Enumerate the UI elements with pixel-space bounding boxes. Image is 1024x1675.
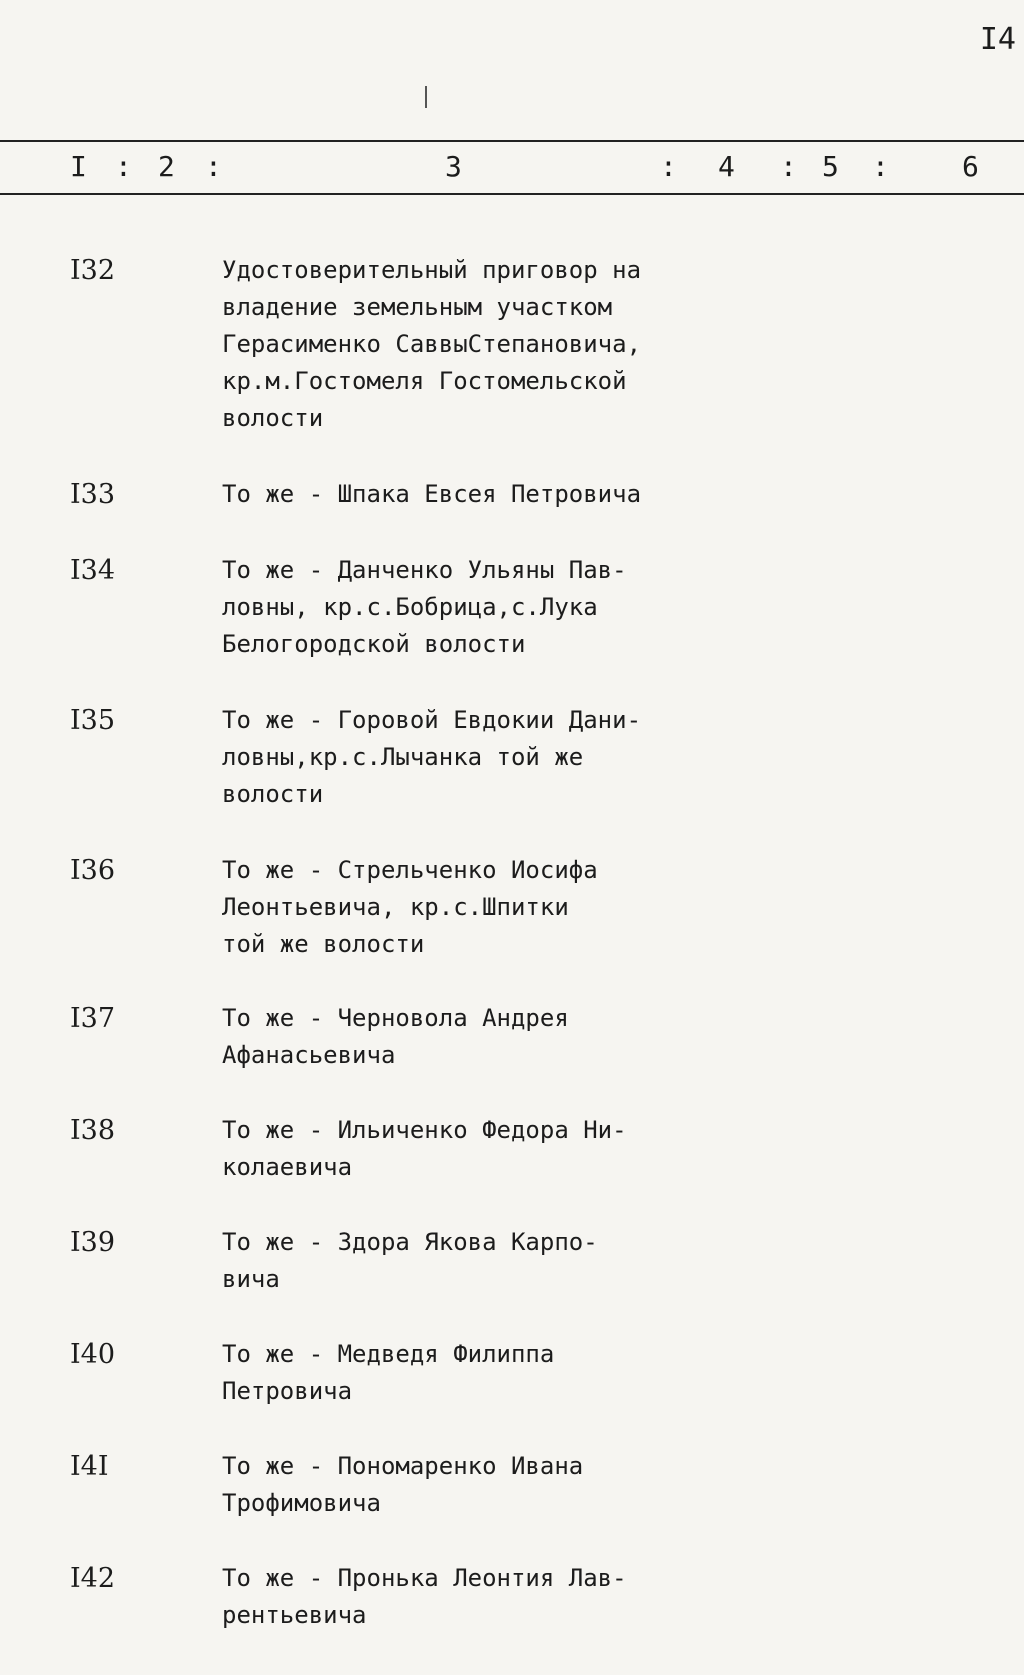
column-header-4: 4 — [718, 150, 735, 183]
entry-description: То же - Данченко Ульяны Пав- ловны, кр.с.Бобрица,с.Лука Белогородской волости — [222, 556, 627, 658]
entry-number: I37 — [70, 1003, 116, 1034]
column-header-2: 2 — [158, 150, 175, 183]
entry-number: I4I — [70, 1451, 109, 1482]
entry-number: I32 — [70, 255, 116, 286]
entry-description: То же - Пономаренко Ивана Трофимовича — [222, 1452, 584, 1517]
entry-number: I38 — [70, 1115, 116, 1146]
entry-number: I36 — [70, 855, 116, 886]
entry-number: I33 — [70, 479, 116, 510]
entry-description: То же - Медведя Филиппа Петровича — [222, 1340, 555, 1405]
column-header-1: I — [70, 150, 87, 183]
column-header-row — [0, 150, 1024, 188]
entry-number: I39 — [70, 1227, 116, 1258]
margin-mark — [425, 86, 427, 108]
entry-description: То же - Стрельченко Иосифа Леонтьевича, кр.с.Шпитки той же волости — [222, 856, 598, 958]
entry-description: То же - Черновола Андрея Афанасьевича — [222, 1004, 569, 1069]
column-separator: : — [205, 150, 222, 183]
entry-number: I42 — [70, 1563, 116, 1594]
header-bottom-rule — [0, 193, 1024, 195]
entry-description: Удостоверительный приговор на владение земельным участком Герасименко СаввыСтепановича, кр.м.Гостомеля Гостомельской волости — [222, 256, 642, 432]
column-header-3: 3 — [445, 150, 462, 183]
column-separator: : — [780, 150, 797, 183]
entry-number: I34 — [70, 555, 116, 586]
column-separator: : — [660, 150, 677, 183]
entry-description: То же - Горовой Евдокии Дани- ловны,кр.с.Лычанка той же волости — [222, 706, 642, 808]
column-separator: : — [115, 150, 132, 183]
page-number: I4 — [979, 22, 1016, 57]
column-header-6: 6 — [962, 150, 979, 183]
entry-number: I35 — [70, 705, 116, 736]
entry-description: То же - Шпака Евсея Петровича — [222, 480, 642, 508]
header-top-rule — [0, 140, 1024, 142]
entry-number: I40 — [70, 1339, 116, 1370]
entry-description: То же - Пронька Леонтия Лав- рентьевича — [222, 1564, 627, 1629]
entry-description: То же - Здора Якова Карпо- вича — [222, 1228, 598, 1293]
column-header-5: 5 — [822, 150, 839, 183]
column-separator: : — [872, 150, 889, 183]
entry-description: То же - Ильиченко Федора Ни- колаевича — [222, 1116, 627, 1181]
